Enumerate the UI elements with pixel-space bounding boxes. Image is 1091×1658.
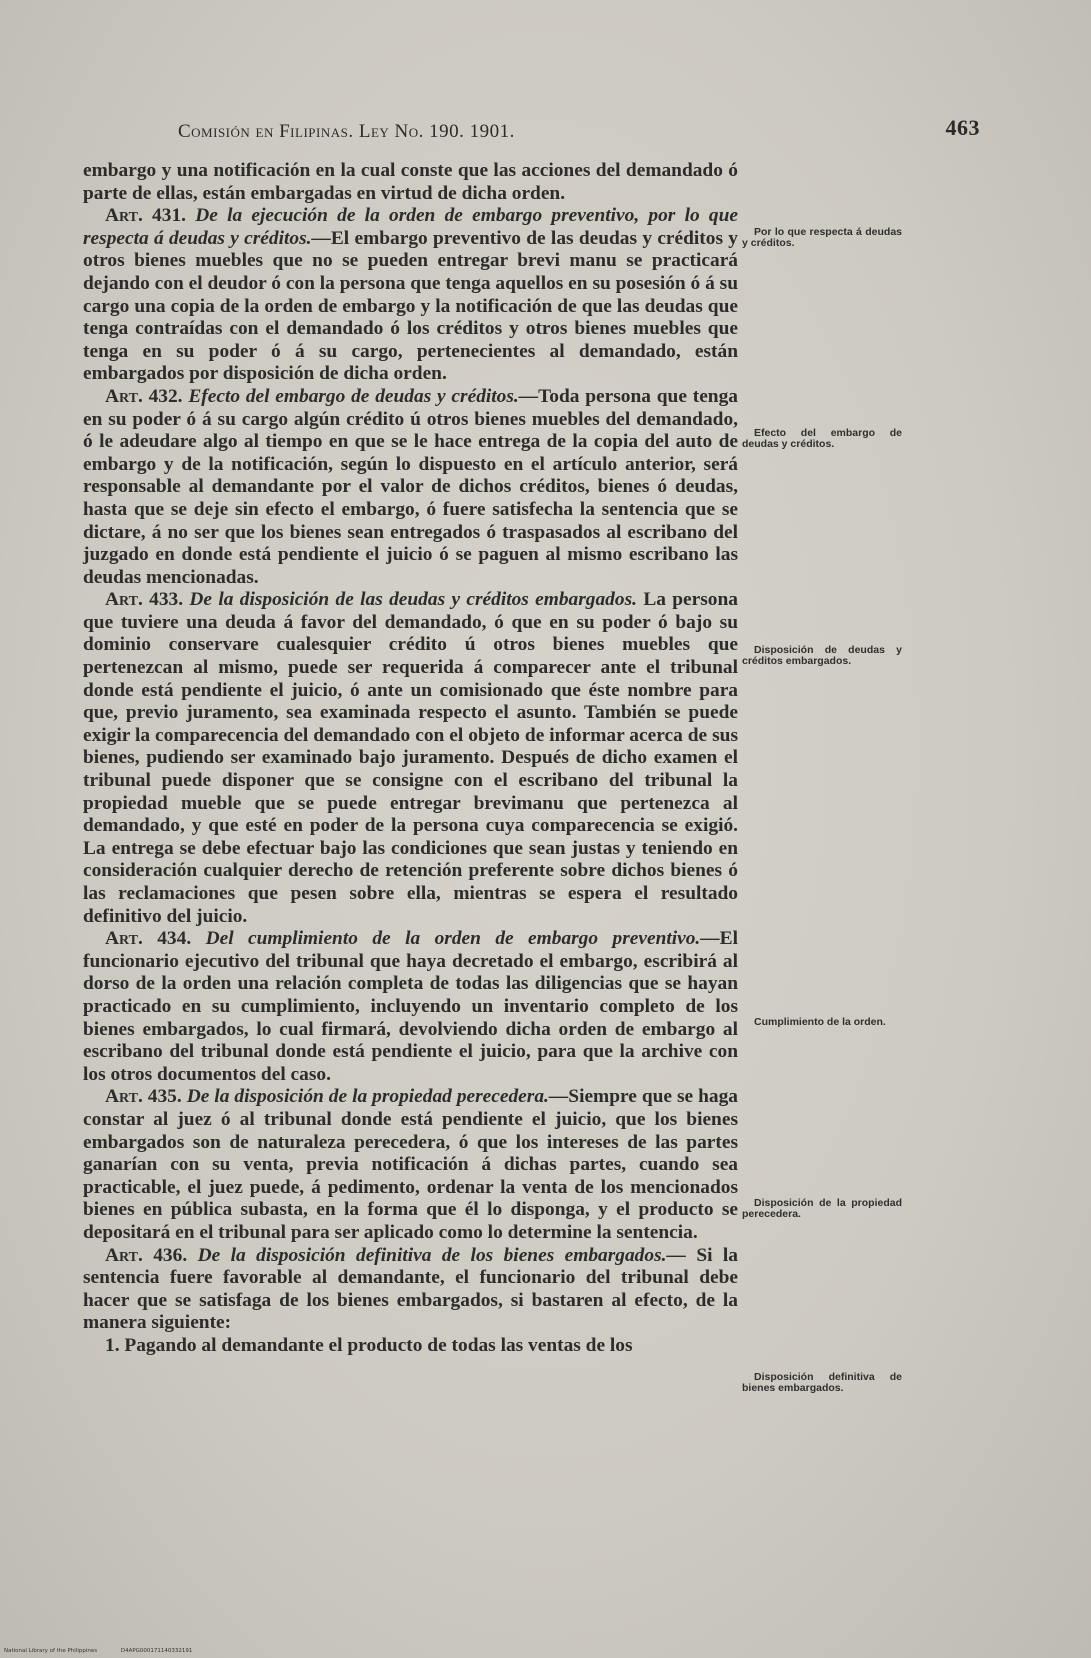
margin-note-432: Efecto del embargo de deudas y créditos. (742, 427, 902, 450)
article-434: Art. 434. Del cumplimiento de la orden de embargo preventivo.—El funcionario ejecutivo del tribunal que haya decretado el embargo, escribirá al dorso de la orden una relación completa de todas las diligencias que se hayan practicado en su cumplimiento, incluyendo un inventario completo de los bienes embargados, lo cual firmará, devolviendo dicha orden de embargo al escribano del tribunal donde está pendiente el juicio, para que la archive con los otros documentos del caso. (83, 928, 738, 1085)
margin-note-436: Disposición definitiva de bienes embargados. (742, 1371, 902, 1394)
body-text (83, 160, 738, 1357)
running-title: Comisión en Filipinas. Ley No. 190. 1901. (178, 121, 515, 142)
article-436: Art. 436. De la disposición definitiva de los bienes embargados.— Si la sentencia fuere favorable al demandante, el funcionario del tribunal debe hacer que se satisfaga de los bienes embargados, si bastaren al efecto, de la manera siguiente: (83, 1244, 738, 1334)
article-435: Art. 435. De la disposición de la propiedad perecedera.—Siempre que se haga constar al juez ó al tribunal donde está pendiente el juicio, que los bienes embargados son de naturaleza perecedera, ó que los intereses de las partes ganarían con su venta, previa notificación á dichas partes, cuando sea practicable, el juez puede, á pedimento, ordenar la venta de los mencionados bienes en pública subasta, en la forma que él lo disponga, y el producto se depositará en el tribunal para ser aplicado como lo determine la sentencia. (83, 1086, 738, 1243)
paragraph-continuation: embargo y una notificación en la cual conste que las acciones del demandado ó parte de ellas, están embargadas en virtud de dicha orden. (83, 160, 738, 204)
margin-note-433: Disposición de deudas y créditos embargados. (742, 644, 902, 667)
article-432: Art. 432. Efecto del embargo de deudas y créditos.—Toda persona que tenga en su poder ó á su cargo algún crédito ú otros bienes muebles del demandado, ó le adeudare algo al tiempo en que se le hace entrega de la copia del auto de embargo y de la notificación, según lo dispuesto en el artículo anterior, será responsable al demandante por el valor de dichos créditos, bienes ó deudas, hasta que se deje sin efecto el embargo, ó fuere satisfecha la sentencia que se dictare, á no ser que los bienes sean entregados ó traspasados al escribano del juzgado en donde está pendiente el juicio ó se paguen al mismo escribano las deudas mencionadas. (83, 385, 738, 588)
scan-footer (4, 1648, 214, 1654)
list-item-1: 1. Pagando al demandante el producto de todas las ventas de los (105, 1334, 633, 1356)
running-header (150, 115, 980, 145)
margin-note-434: Cumplimiento de la orden. (754, 1016, 886, 1028)
footer-identifier: D4APG000171140332191 (120, 1648, 193, 1654)
margin-note-431: Por lo que respecta á deudas y créditos. (742, 226, 902, 249)
margin-note-435: Disposición de la propiedad perecedera. (742, 1197, 902, 1220)
article-431: Art. 431. De la ejecución de la orden de embargo preventivo, por lo que respecta á deudas y créditos.—El embargo preventivo de las deudas y créditos y otros bienes muebles que no se pueden entregar brevi manu se practicará dejando con el deudor ó con la persona que tenga aquellos en su posesión ó á su cargo una copia de la orden de embargo y la notificación de que las deudas que tenga contraídas con el demandado ó los créditos y otros bienes muebles que tenga en su poder ó á su cargo, pertenecientes al demandado, están embargados por disposición de dicha orden. (83, 205, 738, 385)
article-433: Art. 433. De la disposición de las deudas y créditos embargados. La persona que tuviere una deuda á favor del demandado, ó que en su poder ó bajo su dominio conservare cualesquier crédito ú otros bienes muebles que pertenezcan al mismo, puede ser requerida á comparecer ante el tribunal donde está pendiente el juicio, ó ante un comisionado que éste nombre para que, previo juramento, sea examinada respecto el asunto. También se puede exigir la comparecencia del demandado con el objeto de informar acerca de sus bienes, pudiendo ser examinado bajo juramento. Después de dicho examen el tribunal puede disponer que se consigne con el escribano del tribunal la propiedad mueble que se puede entregar brevimanu que pertenezca al demandado, y que esté en poder de la persona cuya comparecencia se exigió. La entrega se debe efectuar bajo las condiciones que sean justas y teniendo en consideración cualquier derecho de retención preferente sobre dichos bienes ó las reclamaciones que pesen sobre ella, mientras se espera el resultado definitivo del juicio. (83, 589, 738, 927)
footer-source: National Library of the Philippines (4, 1648, 98, 1654)
page-number: 463 (945, 115, 980, 140)
